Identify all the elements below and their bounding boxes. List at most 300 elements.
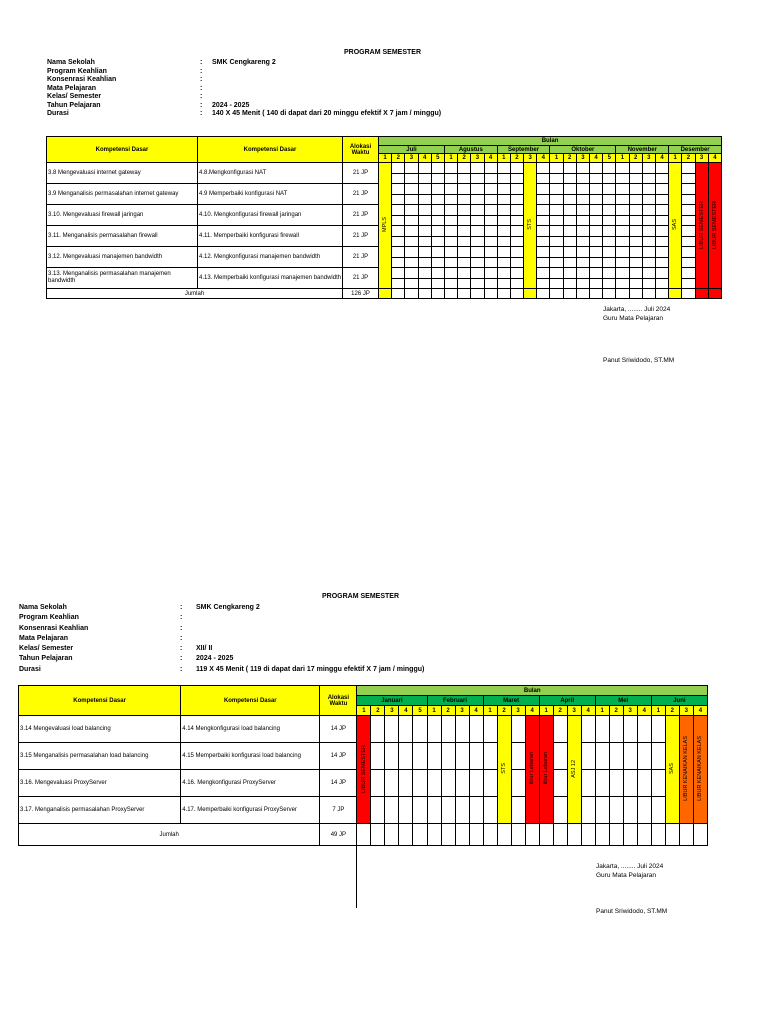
week-number: 4 — [581, 706, 595, 716]
schedule-cell — [682, 215, 695, 226]
schedule-cell — [629, 268, 642, 279]
schedule-cell — [576, 257, 589, 268]
total-week-cell — [537, 289, 550, 299]
schedule-cell — [418, 247, 431, 258]
kd4-cell: 4.16. Mengkonfigurasi ProxyServer — [181, 770, 320, 797]
total-week-cell — [665, 824, 679, 846]
schedule-cell — [471, 205, 484, 216]
info-colon: : — [200, 59, 203, 66]
sign-name: Panut Sriwidodo, ST.MM — [603, 357, 675, 364]
schedule-cell — [550, 163, 563, 174]
week-number: 3 — [695, 154, 708, 163]
schedule-cell — [642, 194, 655, 205]
week-number: 1 — [669, 154, 682, 163]
week-number: 2 — [371, 706, 385, 716]
schedule-cell — [590, 257, 603, 268]
week-number: 5 — [431, 154, 444, 163]
schedule-cell — [603, 184, 616, 195]
schedule-cell — [629, 194, 642, 205]
total-week-cell — [418, 289, 431, 299]
schedule-cell — [405, 184, 418, 195]
libur-kenaikan-column-label: LIBUR KENAIKAN KELAS — [697, 736, 704, 801]
month-header: Juli — [379, 146, 445, 154]
schedule-cell — [616, 215, 629, 226]
schedule-cell — [595, 743, 609, 770]
header-kd2: Kompetensi Dasar — [181, 686, 320, 716]
total-week-cell — [629, 289, 642, 299]
schedule-cell — [581, 770, 595, 797]
month-header: September — [497, 146, 550, 154]
month-header: Januari — [357, 696, 427, 706]
total-week-cell — [708, 289, 721, 299]
schedule-cell — [455, 770, 469, 797]
schedule-cell — [405, 278, 418, 289]
schedule-cell — [590, 236, 603, 247]
schedule-cell — [616, 184, 629, 195]
schedule-cell — [616, 163, 629, 174]
month-header: Mei — [595, 696, 651, 706]
week-number: 2 — [441, 706, 455, 716]
schedule-cell — [392, 247, 405, 258]
schedule-cell — [510, 194, 523, 205]
libur-lebaran-column-label: libur Lebaran — [529, 752, 536, 785]
week-number: 3 — [576, 154, 589, 163]
schedule-cell — [563, 184, 576, 195]
info-label: Program Keahlian — [19, 614, 79, 622]
week-number: 4 — [418, 154, 431, 163]
schedule-cell — [497, 163, 510, 174]
schedule-cell — [371, 743, 385, 770]
schedule-cell — [603, 215, 616, 226]
schedule-cell — [431, 163, 444, 174]
libur-lebaran-column-label: libur Lebaran — [543, 752, 550, 785]
info-colon: : — [200, 67, 203, 75]
schedule-cell — [642, 236, 655, 247]
schedule-cell — [655, 205, 668, 216]
schedule-cell — [444, 163, 457, 174]
schedule-cell — [550, 257, 563, 268]
schedule-cell — [484, 194, 497, 205]
schedule-cell — [550, 278, 563, 289]
schedule-cell — [392, 163, 405, 174]
schedule-cell — [682, 194, 695, 205]
week-number: 1 — [616, 154, 629, 163]
schedule-cell — [623, 716, 637, 743]
schedule-cell — [427, 716, 441, 743]
schedule-cell — [444, 247, 457, 258]
schedule-cell — [682, 247, 695, 258]
schedule-cell — [590, 173, 603, 184]
schedule-cell — [629, 184, 642, 195]
schedule-cell — [590, 226, 603, 237]
week-number: 3 — [567, 706, 581, 716]
sas-column — [669, 163, 682, 289]
schedule-cell — [651, 770, 665, 797]
schedule-cell — [603, 226, 616, 237]
schedule-cell — [590, 184, 603, 195]
schedule-cell — [405, 236, 418, 247]
schedule-cell — [510, 163, 523, 174]
info-colon: : — [180, 645, 183, 653]
schedule-cell — [616, 278, 629, 289]
schedule-cell — [642, 215, 655, 226]
schedule-cell — [444, 184, 457, 195]
total-label: Jumlah — [19, 824, 320, 846]
schedule-cell — [497, 257, 510, 268]
schedule-cell — [405, 194, 418, 205]
schedule-cell — [455, 716, 469, 743]
schedule-cell — [441, 797, 455, 824]
schedule-cell — [418, 194, 431, 205]
schedule-cell — [444, 236, 457, 247]
schedule-cell — [484, 173, 497, 184]
mpls-column — [379, 163, 392, 289]
schedule-cell — [576, 215, 589, 226]
schedule-cell — [458, 247, 471, 258]
schedule-cell — [553, 770, 567, 797]
schedule-cell — [458, 194, 471, 205]
week-number: 3 — [405, 154, 418, 163]
schedule-cell — [427, 797, 441, 824]
schedule-cell — [550, 194, 563, 205]
schedule-cell — [655, 194, 668, 205]
month-header: Juni — [651, 696, 707, 706]
schedule-cell — [469, 770, 483, 797]
schedule-cell — [537, 173, 550, 184]
week-number: 2 — [563, 154, 576, 163]
info-colon: : — [200, 110, 203, 117]
kd4-cell: 4.12. Mengkonfigurasi manajemen bandwidth — [198, 247, 343, 268]
schedule-cell — [418, 268, 431, 279]
schedule-cell — [682, 163, 695, 174]
schedule-cell — [563, 268, 576, 279]
schedule-cell — [458, 173, 471, 184]
schedule-cell — [642, 278, 655, 289]
info-label: Tahun Pelajaran — [19, 655, 73, 663]
schedule-cell — [623, 797, 637, 824]
sheet2-signature — [596, 862, 667, 916]
info-label: Kelas/ Semester — [19, 645, 74, 653]
week-number: 4 — [693, 706, 707, 716]
schedule-cell — [537, 278, 550, 289]
schedule-cell — [655, 163, 668, 174]
week-number: 1 — [379, 154, 392, 163]
schedule-cell — [497, 226, 510, 237]
schedule-cell — [385, 716, 399, 743]
asj-column — [567, 716, 581, 824]
schedule-cell — [563, 173, 576, 184]
schedule-cell — [431, 236, 444, 247]
total-week-cell — [441, 824, 455, 846]
total-value: 49 JP — [320, 824, 357, 846]
schedule-cell — [458, 205, 471, 216]
schedule-cell — [471, 184, 484, 195]
schedule-cell — [537, 247, 550, 258]
week-number: 4 — [655, 154, 668, 163]
schedule-cell — [609, 743, 623, 770]
schedule-cell — [576, 278, 589, 289]
sign-name: Panut Sriwidodo, ST.MM — [596, 908, 668, 915]
week-number: 3 — [471, 154, 484, 163]
total-week-cell — [484, 289, 497, 299]
schedule-cell — [483, 770, 497, 797]
info-value: XII/ II — [196, 645, 213, 653]
week-number: 5 — [603, 154, 616, 163]
schedule-cell — [471, 226, 484, 237]
total-week-cell — [427, 824, 441, 846]
schedule-cell — [444, 278, 457, 289]
info-value: SMK Cengkareng 2 — [196, 604, 260, 611]
schedule-cell — [655, 278, 668, 289]
schedule-cell — [510, 226, 523, 237]
schedule-cell — [441, 770, 455, 797]
schedule-cell — [484, 163, 497, 174]
jp-cell: 14 JP — [320, 770, 357, 797]
total-week-cell — [595, 824, 609, 846]
schedule-cell — [458, 163, 471, 174]
schedule-cell — [405, 257, 418, 268]
total-week-cell — [581, 824, 595, 846]
schedule-cell — [629, 278, 642, 289]
schedule-cell — [651, 797, 665, 824]
schedule-cell — [399, 797, 413, 824]
schedule-cell — [581, 797, 595, 824]
libur-semester-column — [357, 716, 371, 824]
schedule-cell — [576, 184, 589, 195]
week-number: 1 — [497, 154, 510, 163]
schedule-cell — [497, 205, 510, 216]
week-number: 3 — [385, 706, 399, 716]
schedule-cell — [497, 247, 510, 258]
header-kd2: Kompetensi Dasar — [198, 137, 343, 163]
total-week-cell — [413, 824, 427, 846]
libur-kenaikan-column-label: LIBUR KENAIKAN KELAS — [683, 736, 690, 801]
info-label: Nama Sekolah — [19, 604, 67, 611]
schedule-cell — [623, 743, 637, 770]
schedule-cell — [458, 236, 471, 247]
schedule-cell — [629, 257, 642, 268]
info-label: Konsenrasi Keahlian — [47, 76, 117, 83]
schedule-cell — [455, 797, 469, 824]
total-week-cell — [563, 289, 576, 299]
total-week-cell — [679, 824, 693, 846]
jp-cell: 21 JP — [343, 163, 379, 184]
week-number: 3 — [623, 706, 637, 716]
schedule-cell — [392, 205, 405, 216]
schedule-cell — [471, 194, 484, 205]
schedule-cell — [616, 173, 629, 184]
schedule-cell — [655, 247, 668, 258]
week-number: 1 — [357, 706, 371, 716]
kd4-cell: 4.11. Memperbaiki konfigurasi firewall — [198, 226, 343, 247]
schedule-cell — [553, 743, 567, 770]
schedule-cell — [399, 716, 413, 743]
schedule-cell — [576, 247, 589, 258]
month-header: Agustus — [444, 146, 497, 154]
schedule-cell — [484, 184, 497, 195]
schedule-cell — [497, 236, 510, 247]
week-number: 4 — [484, 154, 497, 163]
kd3-cell: 3.11. Menganalisis permasalahan firewall — [47, 226, 198, 247]
total-week-cell — [392, 289, 405, 299]
kd4-cell: 4.13. Memperbaiki konfigurasi manajemen bandwidth — [198, 268, 343, 289]
total-week-cell — [616, 289, 629, 299]
schedule-cell — [616, 205, 629, 216]
schedule-cell — [590, 205, 603, 216]
schedule-cell — [427, 743, 441, 770]
schedule-cell — [497, 194, 510, 205]
info-colon: : — [200, 84, 203, 92]
week-number: 3 — [524, 154, 537, 163]
week-number: 2 — [553, 706, 567, 716]
sas-column-label: SAS — [669, 762, 676, 774]
jp-cell: 21 JP — [343, 247, 379, 268]
total-week-cell — [623, 824, 637, 846]
schedule-cell — [550, 236, 563, 247]
schedule-cell — [581, 716, 595, 743]
schedule-cell — [458, 278, 471, 289]
info-label: Tahun Pelajaran — [47, 101, 101, 109]
schedule-cell — [405, 226, 418, 237]
schedule-cell — [563, 247, 576, 258]
schedule-cell — [651, 743, 665, 770]
schedule-cell — [484, 268, 497, 279]
schedule-cell — [483, 797, 497, 824]
info-label: Mata Pelajaran — [19, 634, 69, 642]
total-week-cell — [379, 289, 392, 299]
schedule-cell — [471, 268, 484, 279]
schedule-cell — [537, 257, 550, 268]
schedule-cell — [458, 226, 471, 237]
sheet1-title: PROGRAM SEMESTER — [344, 49, 422, 56]
total-week-cell — [651, 824, 665, 846]
schedule-cell — [603, 163, 616, 174]
total-week-cell — [553, 824, 567, 846]
schedule-cell — [563, 236, 576, 247]
kd4-cell: 4.14 Mengkonfigurasi load balancing — [181, 716, 320, 743]
jp-cell: 7 JP — [320, 797, 357, 824]
schedule-cell — [629, 163, 642, 174]
schedule-cell — [511, 716, 525, 743]
kd3-cell: 3.12. Mengevaluasi manajemen bandwidth — [47, 247, 198, 268]
kd4-cell: 4.9 Memperbaiki konfigurasi NAT — [198, 184, 343, 205]
schedule-cell — [471, 236, 484, 247]
schedule-cell — [642, 247, 655, 258]
schedule-cell — [418, 184, 431, 195]
schedule-cell — [392, 257, 405, 268]
schedule-cell — [637, 797, 651, 824]
schedule-cell — [563, 163, 576, 174]
schedule-cell — [497, 215, 510, 226]
total-week-cell — [525, 824, 539, 846]
total-week-cell — [444, 289, 457, 299]
kd4-cell: 4.15 Memperbaiki konfigurasi load balancing — [181, 743, 320, 770]
schedule-cell — [418, 163, 431, 174]
schedule-cell — [469, 716, 483, 743]
schedule-cell — [484, 257, 497, 268]
schedule-cell — [455, 743, 469, 770]
schedule-cell — [553, 797, 567, 824]
schedule-cell — [471, 173, 484, 184]
schedule-cell — [392, 184, 405, 195]
sheet1-info — [47, 59, 441, 119]
week-number: 4 — [399, 706, 413, 716]
sas-column-label: SAS — [672, 218, 679, 230]
total-week-cell — [539, 824, 553, 846]
total-week-cell — [550, 289, 563, 299]
libur-semester-column — [695, 163, 708, 289]
schedule-cell — [603, 278, 616, 289]
total-week-cell — [603, 289, 616, 299]
info-colon: : — [180, 604, 183, 611]
total-week-cell — [511, 824, 525, 846]
kd3-cell: 3.9 Menganalisis permasalahan internet gateway — [47, 184, 198, 205]
total-week-cell — [371, 824, 385, 846]
schedule-cell — [458, 184, 471, 195]
schedule-cell — [563, 226, 576, 237]
sign-place: Jakarta, ........ Juli 2024 — [596, 863, 664, 870]
schedule-cell — [553, 716, 567, 743]
total-week-cell — [458, 289, 471, 299]
sts-column-label: STS — [527, 219, 534, 230]
total-week-cell — [637, 824, 651, 846]
schedule-cell — [431, 215, 444, 226]
schedule-cell — [484, 236, 497, 247]
schedule-cell — [371, 797, 385, 824]
schedule-cell — [682, 278, 695, 289]
schedule-cell — [550, 205, 563, 216]
schedule-cell — [637, 716, 651, 743]
total-week-cell — [357, 824, 371, 846]
schedule-cell — [469, 797, 483, 824]
schedule-cell — [642, 205, 655, 216]
total-week-cell — [567, 824, 581, 846]
schedule-cell — [413, 716, 427, 743]
schedule-cell — [392, 215, 405, 226]
schedule-cell — [413, 770, 427, 797]
schedule-cell — [537, 163, 550, 174]
week-number: 1 — [483, 706, 497, 716]
info-label: Durasi — [19, 665, 41, 673]
schedule-cell — [537, 226, 550, 237]
info-label: Konsenrasi Keahlian — [19, 624, 89, 632]
schedule-cell — [444, 268, 457, 279]
jp-cell: 14 JP — [320, 743, 357, 770]
schedule-cell — [590, 247, 603, 258]
schedule-cell — [629, 173, 642, 184]
week-number: 3 — [679, 706, 693, 716]
schedule-cell — [431, 257, 444, 268]
schedule-cell — [651, 716, 665, 743]
info-colon: : — [200, 93, 203, 100]
total-week-cell — [524, 289, 537, 299]
schedule-cell — [471, 257, 484, 268]
libur-semester-column-label: LIBUR SEMESTER — [360, 744, 367, 793]
schedule-cell — [510, 247, 523, 258]
schedule-cell — [550, 226, 563, 237]
schedule-cell — [609, 716, 623, 743]
schedule-cell — [444, 205, 457, 216]
week-number: 4 — [637, 706, 651, 716]
libur-lebaran-column — [525, 716, 539, 824]
schedule-cell — [576, 205, 589, 216]
info-colon: : — [180, 624, 183, 632]
asj-column-label: ASJ 12 — [571, 759, 578, 778]
week-number: 2 — [392, 154, 405, 163]
schedule-cell — [629, 236, 642, 247]
schedule-cell — [418, 236, 431, 247]
schedule-cell — [484, 215, 497, 226]
